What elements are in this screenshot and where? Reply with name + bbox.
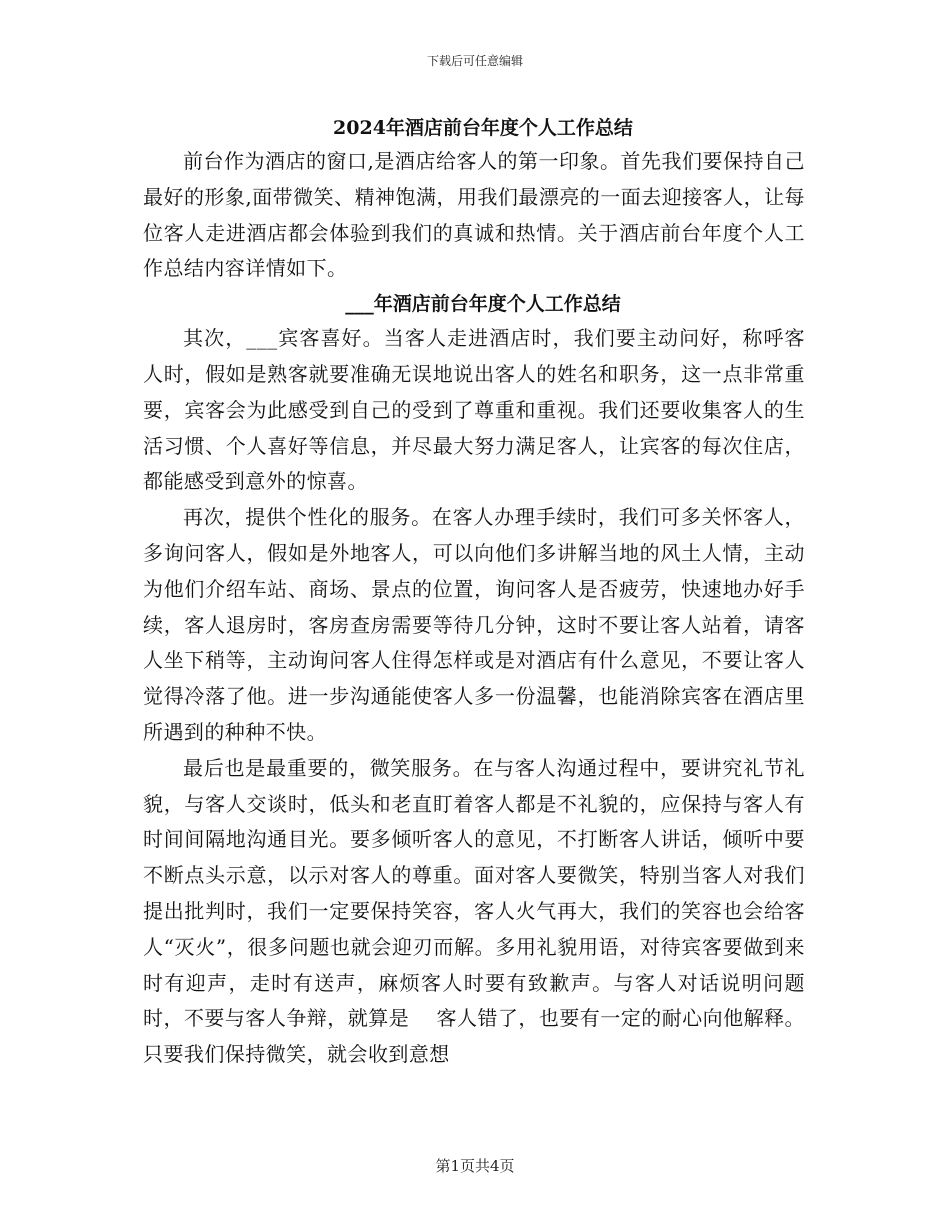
- body-paragraph: 再次，提供个性化的服务。在客人办理手续时，我们可多关怀客人，多询问客人，假如是外地客人，可以向他们多讲解当地的风土人情，主动为他们介绍车站、商场、景点的位置，询问客人是否疲劳，快速地办好手续，客人退房时，客房查房需要等待几分钟，这时不要让客人站着，请客人坐下稍等，主动询问客人住得怎样或是对酒店有什么意见，不要让客人觉得冷落了他。进一步沟通能使客人多一份温馨，也能消除宾客在酒店里所遇到的种种不快。: [143, 505, 805, 744]
- section-subtitle: ___年酒店前台年度个人工作总结: [345, 293, 621, 316]
- body-paragraph: 其次，___宾客喜好。当客人走进酒店时，我们要主动问好，称呼客人时，假如是熟客就要准确无误地说出客人的姓名和职务，这一点非常重要，宾客会为此感受到自己的受到了尊重和重视。我们还要收集客人的生活习惯、个人喜好等信息，并尽最大努力满足客人，让宾客的每次住店，都能感受到意外的惊喜。: [143, 326, 805, 494]
- page-header-note: 下载后可任意编辑: [426, 54, 523, 68]
- page-number: 第1页共4页: [435, 1157, 515, 1175]
- document-body: [143, 112, 805, 1073]
- intro-paragraph: 前台作为酒店的窗口,是酒店给客人的第一印象。首先我们要保持自己最好的形象,面带微笑、精神饱满，用我们最漂亮的一面去迎接客人，让每位客人走进酒店都会体验到我们的真诚和热情。关于酒店前台年度个人工作总结内容详情如下。: [143, 149, 805, 281]
- document-title: 2024年酒店前台年度个人工作总结: [333, 117, 633, 139]
- body-paragraph: 最后也是最重要的，微笑服务。在与客人沟通过程中，要讲究礼节礼貌，与客人交谈时，低头和老直盯着客人都是不礼貌的，应保持与客人有时间间隔地沟通目光。要多倾听客人的意见，不打断客人讲话，倾听中要不断点头示意，以示对客人的尊重。面对客人要微笑，特别当客人对我们提出批判时，我们一定要保持笑容，客人火气再大，我们的笑容也会给客人“灭火”，很多问题也就会迎刃而解。多用礼貌用语，对待宾客要做到来时有迎声，走时有送声，麻烦客人时要有致歉声。与客人对话说明问题时，不要与客人争辩，就算是 客人错了，也要有一定的耐心向他解释。只要我们保持微笑，就会收到意想: [143, 755, 805, 1067]
